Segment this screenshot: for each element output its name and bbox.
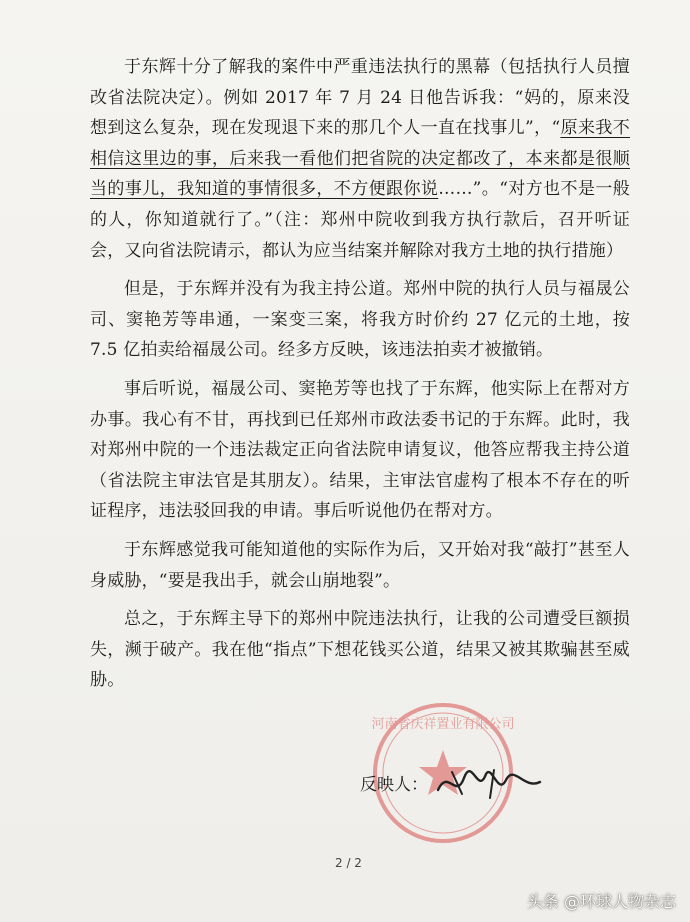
document-body — [90, 52, 630, 704]
paragraph-1-post: ……”。“对方也不是一般的人，你知道就行了。”（注：郑州中院收到我方执行款后，召开听证会，又向省法院请示，都认为应当结案并解除对我方土地的执行措施） — [90, 179, 630, 261]
signature-row — [360, 760, 544, 804]
handwritten-signature — [434, 760, 544, 804]
paragraph-1 — [90, 52, 630, 266]
paragraph-3: 事后听说，福晟公司、窦艳芳等也找了于东辉，他实际上在帮对方办事。我心有不甘，再找到已任郑州市政法委书记的于东辉。此时，我对郑州中院的一个违法裁定正向省法院申请复议，他答应帮我主持公道（省法院主审法官是其朋友）。结果，主审法官虚构了根本不存在的听证程序，违法驳回我的申请。事后听说他仍在帮对方。 — [90, 378, 630, 522]
paragraph-1-underlined-quote: 原来我不相信这里边的事，后来我一看他们把省院的决定都改了，本来都是很顺当的事儿，我知道的事情很多，不方便跟你说 — [90, 118, 630, 200]
signature-label: 反映人： — [360, 774, 428, 795]
paragraph-2: 但是，于东辉并没有为我主持公道。郑州中院的执行人员与福晟公司、窦艳芳等串通，一案变三案，将我方时价约 27 亿元的土地，按 7.5 亿拍卖给福晟公司。经多方反映，该违法拍卖才被撤销。 — [90, 279, 630, 361]
page-number: 2 / 2 — [335, 856, 362, 870]
svg-text:河南省庆祥置业有限公司: 河南省庆祥置业有限公司 — [371, 717, 515, 732]
paragraph-1-pre: 于东辉十分了解我的案件中严重违法执行的黑幕（包括执行人员擅改省法院决定）。例如 2017 年 7 月 24 日他告诉我：“妈的，原来没想到这么复杂，现在发现退下来的那几个人一直在找事儿”，“ — [90, 57, 630, 139]
paragraph-5: 总之，于东辉主导下的郑州中院违法执行，让我的公司遭受巨额损失，濒于破产。我在他“指点”下想花钱买公道，结果又被其欺骗甚至威胁。 — [90, 609, 630, 691]
source-watermark: 头条 @环球人物杂志 — [526, 892, 676, 911]
paragraph-4: 于东辉感觉我可能知道他的实际作为后，又开始对我“敲打”甚至人身威胁，“要是我出手，就会山崩地裂”。 — [90, 539, 630, 591]
